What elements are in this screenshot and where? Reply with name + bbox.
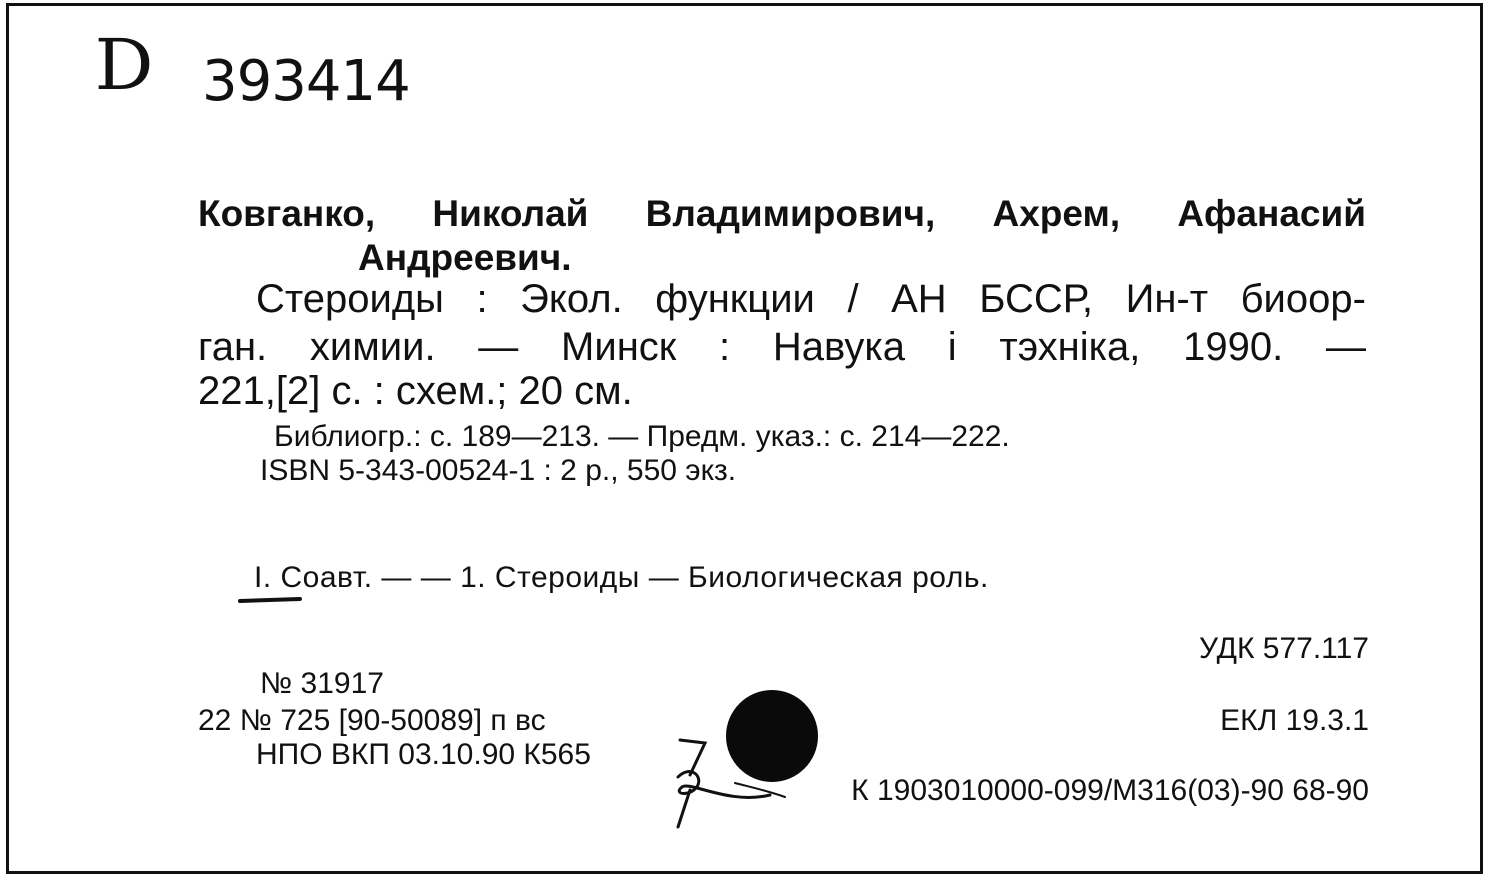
card-number: № 31917 <box>260 667 384 700</box>
title-word: АН <box>891 277 947 321</box>
title-word: функции <box>655 277 815 321</box>
title-word: : <box>476 277 488 321</box>
title-word: Навука <box>772 325 906 369</box>
title-line2 <box>198 322 1366 372</box>
udk-code: УДК 577.117 <box>1198 632 1369 665</box>
title-line1 <box>256 274 1366 324</box>
title-word: БССР, <box>979 277 1094 321</box>
title-word: Минск <box>561 325 677 369</box>
classification-code: К 1903010000-099/М316(03)-90 68-90 <box>851 774 1369 807</box>
title-word: Экол. <box>520 277 623 321</box>
title-word: Ин-т <box>1125 277 1209 321</box>
title-word: — <box>1325 325 1366 369</box>
title-word: / <box>847 277 859 321</box>
title-word: тэхніка, <box>999 325 1141 369</box>
title-line3: 221,[2] с. : схем.; 20 см. <box>198 369 633 413</box>
ekl-code: ЕКЛ 19.3.1 <box>1220 704 1369 737</box>
author-heading-line2: Андреевич. <box>358 237 572 278</box>
title-word: — <box>478 325 519 369</box>
title-word: і <box>947 325 957 369</box>
handwritten-mark-icon <box>660 735 800 835</box>
npo-line: НПО ВКП 03.10.90 К565 <box>256 738 591 771</box>
title-word: : <box>719 325 731 369</box>
title-word: химии. <box>309 325 436 369</box>
author-heading-line1 <box>198 192 1366 236</box>
title-word: биоор- <box>1240 277 1366 321</box>
order-line: 22 № 725 [90-50089] п вс <box>198 704 546 737</box>
title-word: ган. <box>198 325 268 369</box>
author-word: Ахрем, <box>992 193 1121 234</box>
title-word: Стероиды <box>256 277 444 321</box>
handwritten-letter: D <box>94 24 154 106</box>
author-word: Афанасий <box>1177 193 1366 234</box>
author-word: Ковганко, <box>198 193 376 234</box>
bibliography-note: Библиогр.: с. 189—213. — Предм. указ.: с. 214—222. <box>274 420 1010 453</box>
inventory-number: 393414 <box>202 49 410 114</box>
title-word: 1990. <box>1183 325 1284 369</box>
author-word: Николай <box>432 193 589 234</box>
author-word: Владимирович, <box>645 193 936 234</box>
tracing-line: I. Соавт. — — 1. Стероиды — Биологическая роль. <box>254 561 989 594</box>
isbn-note: ISBN 5-343-00524-1 : 2 р., 550 экз. <box>260 454 737 487</box>
